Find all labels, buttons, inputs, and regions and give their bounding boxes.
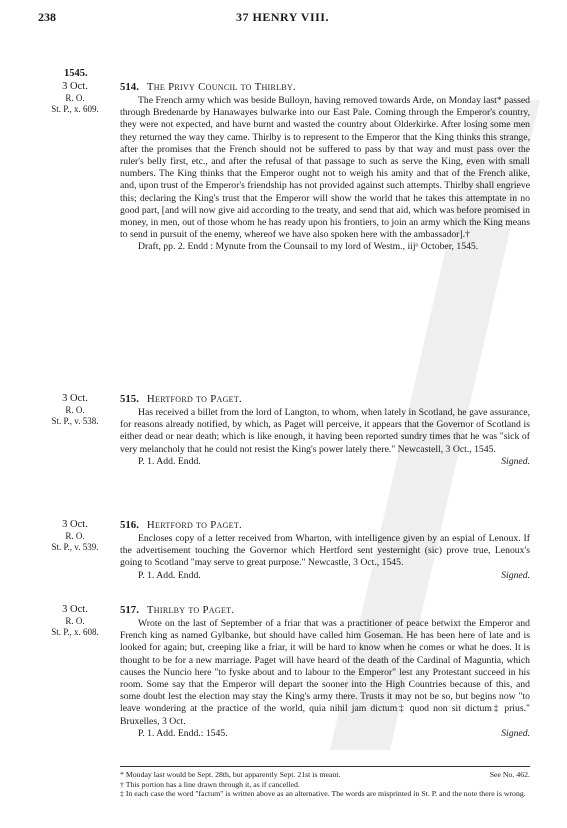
footnotes [120,770,530,799]
entry-signed: Signed. [501,727,530,739]
entry-text: Has received a billet from the lord of Langton, to whom, when lately in Scotland, he gave assurance, for reasons already notified, by which, as Paget will perceive, it appears that the Governor of Scotland is either dead or near death; which is like enough, it having been reported sundry times that he was "sick of very melancholy that he could not resist the King's power lately there." Newcastell, 3 Oct., 1545. [120,407,530,455]
entry-footer [120,570,530,582]
entry-footer-text: P. 1. Add. Endd. [138,569,201,581]
entry-title: Hertford to Paget. [146,519,243,531]
entry-source-print: St. P., x. 609. [51,104,99,114]
margin-year: 1545. [64,68,88,79]
entry-margin-note [36,392,114,427]
footnote-divider [120,766,530,767]
footnote-1-reference: See No. 462. [489,770,530,779]
entry-margin-note [36,80,114,115]
entry-source-print: St. P., v. 539. [51,542,99,552]
page-header [38,10,527,28]
entry-text: Wrote on the last of September of a friar that was a practitioner of peace betwixt the Emperor and French king as named Gylbanke, but should have called him Goseman. He has been here of late and is looked for again; but, creeping like a friar, it will be hard to know when he comes or what he does. It is thought to be for a new marriage. Paget will have heard of the death of the Cardinal of Maguntia, which causes the Nuncio here "to fyske about and to labour to the Emperor" lest any Protestant succeed in his room. Some say that the Emperor will depart the sooner into the High Countries because of this, and some doubt lest the election may stay the King's army there. Trusts it may not be so, but begins now "to leave wondering at the practice of the world, quia nihil jam dictum‡ quod non sit dictum‡ prius." Bruxelles, 3 Oct. [120,618,530,727]
entry-date: 3 Oct. [62,81,88,92]
entry-footer [120,456,530,468]
entry-text: The French army which was beside Bulloyn, having removed towards Arde, on Monday last* passed through Bredenarde by Hanawayes bulwarke into our East Pale. Coming through the Emperor's country, they were not expected, and have burnt and wasted the country about Olderkirke. After losing some men they returned the way they came. Thirlby is to represent to the Emperor that the King thinks this strange, after the promises that the French should not be suffered to pass by that way and must pass over the ruler's belly first, etc., and after the refusal of that passage to such as serve the King, even with small numbers. The King thinks that the Emperor ought not to weigh his amity and that of the French alike, and, upon trust of the Emperor's friendship has not provided against such attempts. Thirlby shall engrieve this; declaring the King's trust that the Emperor will show the world that he takes this attemptate in no good part, [and will now give aid according to the treaty, and send that aid, which was before promised in money, in men, out of those whom he has ready upon his frontiers, to join an army which the King means to send in pursuit of the enemy, whereof we have also spoken here with the ambassador].† [120,95,530,241]
footnote-1 [120,770,530,780]
entry-footer-text: Draft, pp. 2. Endd : Mynute from the Counsail to my lord of Westm., iijᵒ October, 1545. [138,241,479,253]
entry-source-archive: R. O. [65,531,85,541]
entry-body [120,603,530,740]
entry-title: Hertford to Paget. [146,393,243,405]
entry-margin-note [36,518,114,553]
entry-date: 3 Oct. [62,393,88,404]
entry-number: 516. [120,519,139,531]
running-title: 37 HENRY VIII. [236,10,329,24]
entry-body [120,80,530,254]
entry-footer [120,241,530,253]
footnote-3: ‡ In each case the word "factum" is written above as an alternative. The words are misprinted in St. P. and the note there is wrong. [120,789,526,799]
entry-number: 517. [120,604,139,616]
entry-title: The Privy Council to Thirlby. [146,81,297,93]
entry-footer [120,728,530,740]
entry-text: Encloses copy of a letter received from Wharton, with intelligence given by an espial of Lenoux. If the advertisement touching the Governor which Hertford sent yesternight (sic) prove true, Lenoux's going to Scotland "may serve to great purpose." Newcastle, 3 Oct., 1545. [120,533,530,569]
entry-heading [120,518,530,532]
entry-number: 515. [120,393,139,405]
entry-source-print: St. P., v. 538. [51,416,99,426]
page-number: 238 [38,10,56,24]
entry-heading [120,80,530,94]
entry-body [120,392,530,468]
entry-signed: Signed. [501,455,530,467]
entry-body [120,518,530,582]
entry-date: 3 Oct. [62,604,88,615]
entry-footer-text: P. 1. Add. Endd.: 1545. [138,727,228,739]
entry-heading [120,603,530,617]
footnote-2: † This portion has a line drawn through it, as if cancelled. [120,779,300,789]
entry-number: 514. [120,81,139,93]
entry-signed: Signed. [501,569,530,581]
entry-footer-text: P. 1. Add. Endd. [138,455,201,467]
footnote-1-text: * Monday last would be Sept. 28th, but apparently Sept. 21st is meant. [120,770,341,779]
entry-margin-note [36,603,114,638]
entry-date: 3 Oct. [62,519,88,530]
entry-source-print: St. P., x. 608. [51,627,99,637]
entry-title: Thirlby to Paget. [146,604,235,616]
entry-source-archive: R. O. [65,93,85,103]
entry-source-archive: R. O. [65,405,85,415]
entry-source-archive: R. O. [65,616,85,626]
entry-heading [120,392,530,406]
